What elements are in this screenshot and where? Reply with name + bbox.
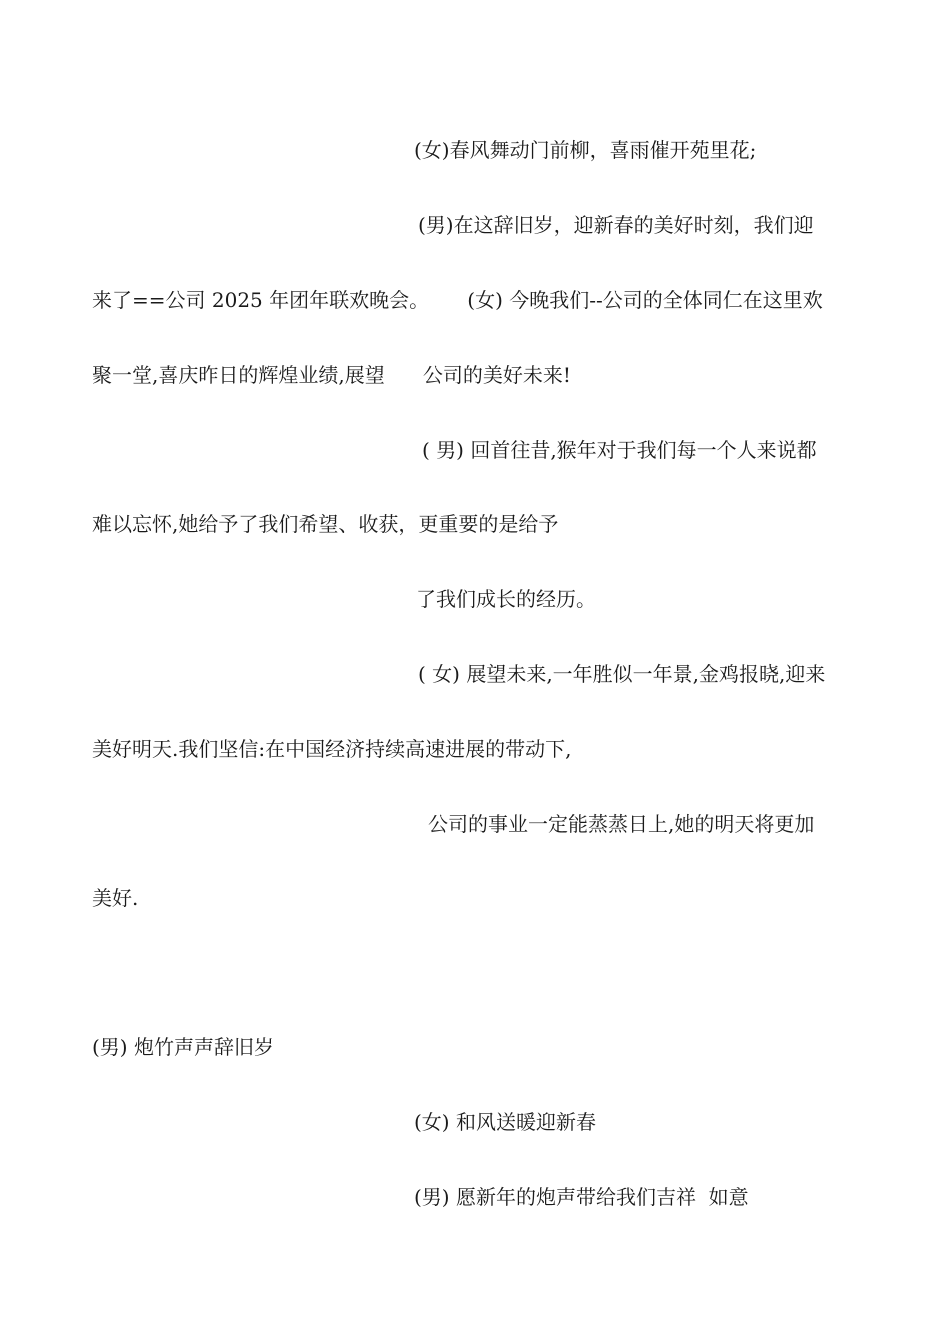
text-line-1: (女)春风舞动门前柳，喜雨催开苑里花; xyxy=(414,138,757,162)
text-line-11: 美好. xyxy=(92,886,139,910)
text-line-9: 美好明天.我们坚信:在中国经济持续高速进展的带动下, xyxy=(92,737,572,761)
text-line-14: (男) 愿新年的炮声带给我们吉祥 如意 xyxy=(414,1185,749,1209)
text-line-7: 了我们成长的经历。 xyxy=(416,587,596,611)
text-line-3: 来了==公司 2025 年团年联欢晚会。 (女) 今晚我们--公司的全体同仁在这里欢 xyxy=(92,288,823,312)
text-line-12: (男) 炮竹声声辞旧岁 xyxy=(92,1035,274,1059)
text-line-6: 难以忘怀,她给予了我们希望、收获，更重要的是给予 xyxy=(92,512,559,536)
text-line-5: ( 男) 回首往昔,猴年对于我们每一个人来说都 xyxy=(422,438,817,462)
text-line-13: (女) 和风送暖迎新春 xyxy=(414,1110,596,1134)
text-line-10: 公司的事业一定能蒸蒸日上,她的明天将更加 xyxy=(428,812,815,836)
text-line-8: ( 女) 展望未来,一年胜似一年景,金鸡报晓,迎来 xyxy=(418,662,826,686)
text-line-4: 聚一堂,喜庆昨日的辉煌业绩,展望 公司的美好未来! xyxy=(92,363,571,387)
text-line-2: (男)在这辞旧岁，迎新春的美好时刻，我们迎 xyxy=(418,213,814,237)
